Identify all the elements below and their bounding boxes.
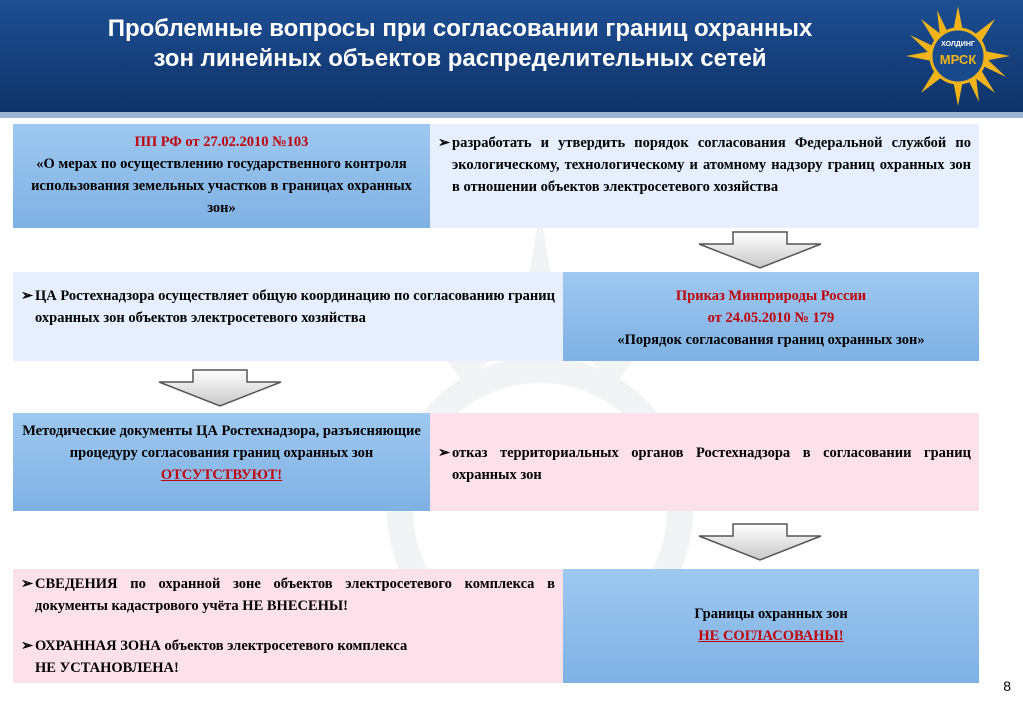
header-divider (0, 112, 1023, 118)
protection-zone-item (21, 635, 555, 679)
order-179-box (563, 272, 979, 361)
title-line-2: зон линейных объектов распределительных сетей (153, 45, 767, 72)
down-arrow-icon (695, 522, 825, 562)
zone-borders-text: Границы охранных зон (694, 606, 848, 622)
page-title (20, 14, 900, 74)
decree-103-box (13, 124, 430, 228)
down-arrow-icon (155, 368, 285, 408)
methodical-documents-text: Методические документы ЦА Ростехнадзора, разъясняющие процедуру согласования границ охранных зон (22, 423, 421, 461)
rostekhnadzor-coordination-box (13, 272, 563, 361)
arrow-bullet-icon: ➢ (21, 576, 34, 592)
refusal-box (430, 413, 979, 511)
order-179-date: от 24.05.2010 № 179 (707, 310, 835, 326)
protection-zone-status: НЕ УСТАНОВЛЕНА! (35, 660, 179, 676)
logo-text-top: ХОЛДИНГ (941, 41, 975, 48)
rostekhnadzor-coordination-text: ЦА Ростехнадзора осуществляет общую координацию по согласованию границ охранных зон объектов электросетевого хозяйства (35, 288, 555, 326)
arrow-bullet-icon: ➢ (21, 638, 34, 654)
down-arrow-icon (695, 230, 825, 270)
zone-borders-box (563, 569, 979, 683)
refusal-text: отказ территориальных органов Ростехнадзора в согласовании границ охранных зон (452, 445, 971, 483)
zone-borders-status: НЕ СОГЛАСОВАНЫ! (698, 628, 844, 644)
decree-103-description: «О мерах по осуществлению государственного контроля использования земельных участков в границах охранных зон» (31, 156, 412, 216)
protection-zone-text: ОХРАННАЯ ЗОНА объектов электросетевого комплекса (35, 638, 408, 654)
rostekhnadzor-coordination-item (21, 285, 555, 329)
order-179-title: Приказ Минприроды России (675, 288, 867, 304)
arrow-bullet-icon: ➢ (438, 445, 451, 461)
title-line-1: Проблемные вопросы при согласовании границ охранных (107, 15, 813, 42)
methodical-documents-status: ОТСУТСТВУЮТ! (160, 467, 283, 483)
methodical-documents-box (13, 413, 430, 511)
order-179-description: «Порядок согласования границ охранных зон» (617, 332, 925, 348)
arrow-bullet-icon: ➢ (438, 135, 451, 151)
decree-103-title: ПП РФ от 27.02.2010 №103 (134, 134, 309, 150)
approve-procedure-box (430, 124, 979, 228)
approve-procedure-text: разработать и утвердить порядок согласования Федеральной службой по экологическому, технологическому и атомному надзору границ охранных зон в отношении объектов электросетевого хозяйства (452, 135, 971, 195)
cadastral-info-item (21, 573, 555, 617)
mrsk-logo-icon (902, 2, 1014, 110)
logo-text-main: МРСК (939, 52, 977, 67)
arrow-bullet-icon: ➢ (21, 288, 34, 304)
refusal-item (438, 442, 971, 486)
page-number: 8 (1003, 678, 1011, 694)
cadastral-info-box (13, 569, 563, 683)
approve-procedure-item (438, 132, 971, 198)
cadastral-info-text: СВЕДЕНИЯ по охранной зоне объектов электросетевого комплекса в документы кадастрового учёта НЕ ВНЕСЕНЫ! (35, 576, 555, 614)
